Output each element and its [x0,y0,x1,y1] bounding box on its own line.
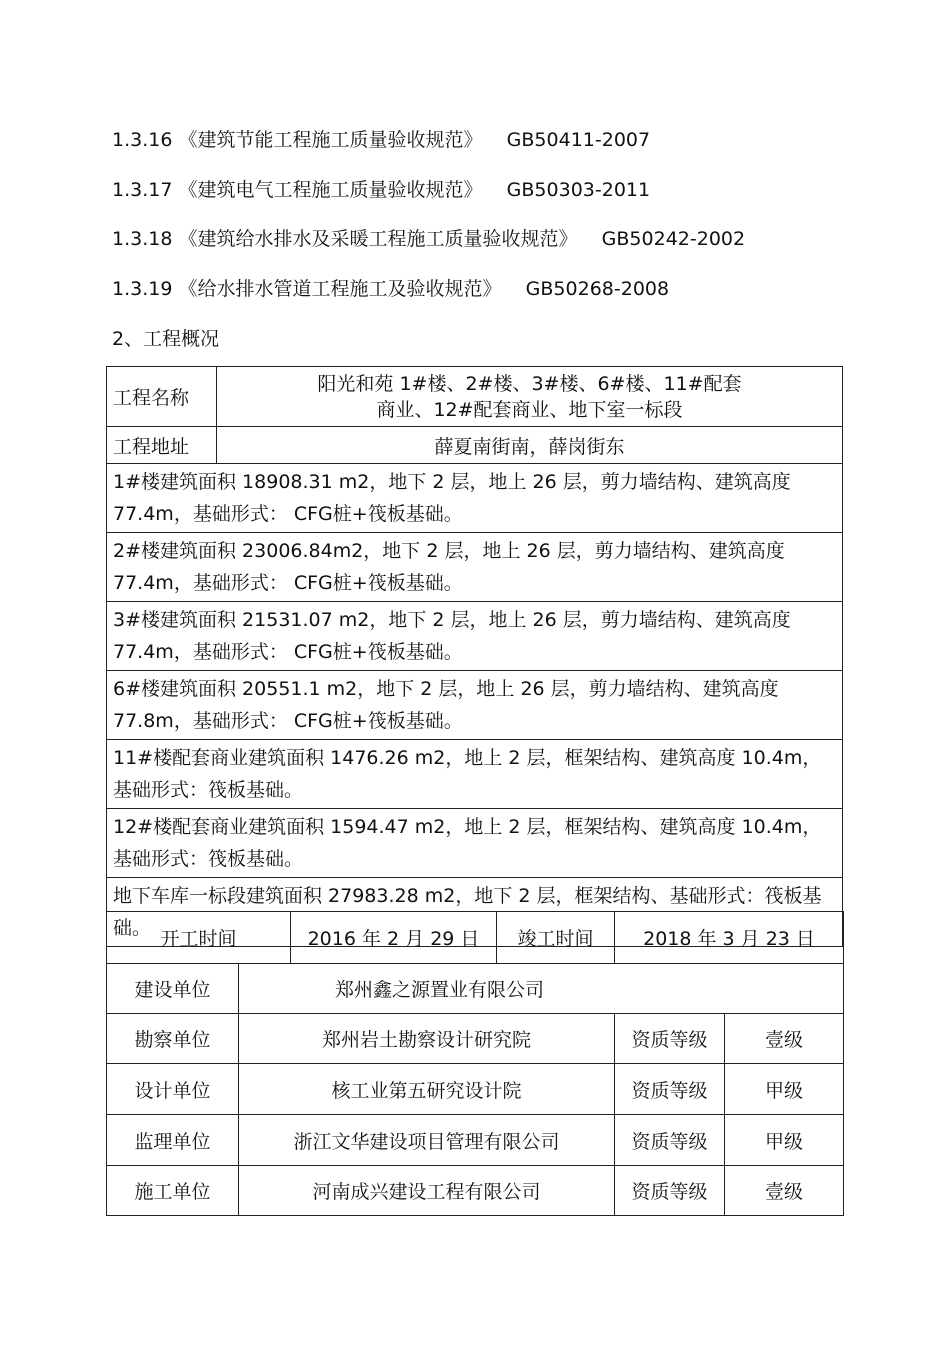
section-title: 2、工程概况 [112,328,220,350]
project-name-label: 工程名称 [107,367,217,427]
project-address-value: 薛夏南街南，薛岗街东 [217,427,843,464]
building-description: 6#楼建筑面积 20551.1 m2，地下 2 层，地上 26 层，剪力墙结构、建筑高度 77.8m，基础形式： CFG桩+筏板基础。 [107,671,843,740]
qualification-grade: 甲级 [725,1064,844,1115]
unit-role: 勘察单位 [107,1014,239,1064]
qualification-label: 资质等级 [615,1014,725,1064]
unit-company: 郑州岩土勘察设计研究院 [239,1014,615,1064]
qualification-label: 资质等级 [615,1166,725,1216]
building-description: 12#楼配套商业建筑面积 1594.47 m2，地上 2 层，框架结构、建筑高度 10.4m，基础形式：筏板基础。 [107,809,843,878]
project-address-label: 工程地址 [107,427,217,464]
reference-line: 1.3.16 《建筑节能工程施工质量验收规范》 GB50411-2007 [112,129,651,151]
building-description: 3#楼建筑面积 21531.07 m2，地下 2 层，地上 26 层，剪力墙结构、建筑高度 77.4m，基础形式： CFG桩+筏板基础。 [107,602,843,671]
schedule-units-table [106,911,844,1216]
qualification-label: 资质等级 [615,1115,725,1166]
qualification-grade: 甲级 [725,1115,844,1166]
overview-table [106,366,843,947]
building-description: 11#楼配套商业建筑面积 1476.26 m2，地上 2 层，框架结构、建筑高度 10.4m，基础形式：筏板基础。 [107,740,843,809]
unit-role: 监理单位 [107,1115,239,1166]
unit-role: 建设单位 [107,964,239,1014]
unit-role: 设计单位 [107,1064,239,1115]
start-time-label: 开工时间 [107,912,291,964]
project-name-value: 阳光和苑 1#楼、2#楼、3#楼、6#楼、11#配套 商业、12#配套商业、地下室一标段 [217,367,843,427]
reference-line: 1.3.19 《给水排水管道工程施工及验收规范》 GB50268-2008 [112,278,670,300]
reference-line: 1.3.18 《建筑给水排水及采暖工程施工质量验收规范》 GB50242-2002 [112,228,746,250]
unit-company: 核工业第五研究设计院 [239,1064,615,1115]
unit-company: 河南成兴建设工程有限公司 [239,1166,615,1216]
building-description: 地下车库一标段建筑面积 27983.28 m2，地下 2 层，框架结构、基础形式：筏板基础。 [107,878,843,947]
reference-line: 1.3.17 《建筑电气工程施工质量验收规范》 GB50303-2011 [112,179,651,201]
completion-time-label: 竣工时间 [497,912,615,964]
qualification-grade: 壹级 [725,1014,844,1064]
unit-company: 浙江文华建设项目管理有限公司 [239,1115,615,1166]
completion-time-value: 2018 年 3 月 23 日 [615,912,844,964]
qualification-grade: 壹级 [725,1166,844,1216]
building-description: 2#楼建筑面积 23006.84m2，地下 2 层，地上 26 层，剪力墙结构、建筑高度 77.4m，基础形式： CFG桩+筏板基础。 [107,533,843,602]
unit-company: 郑州鑫之源置业有限公司 [239,964,844,1014]
unit-role: 施工单位 [107,1166,239,1216]
building-description: 1#楼建筑面积 18908.31 m2，地下 2 层，地上 26 层，剪力墙结构、建筑高度 77.4m，基础形式： CFG桩+筏板基础。 [107,464,843,533]
start-time-value: 2016 年 2 月 29 日 [291,912,497,964]
qualification-label: 资质等级 [615,1064,725,1115]
